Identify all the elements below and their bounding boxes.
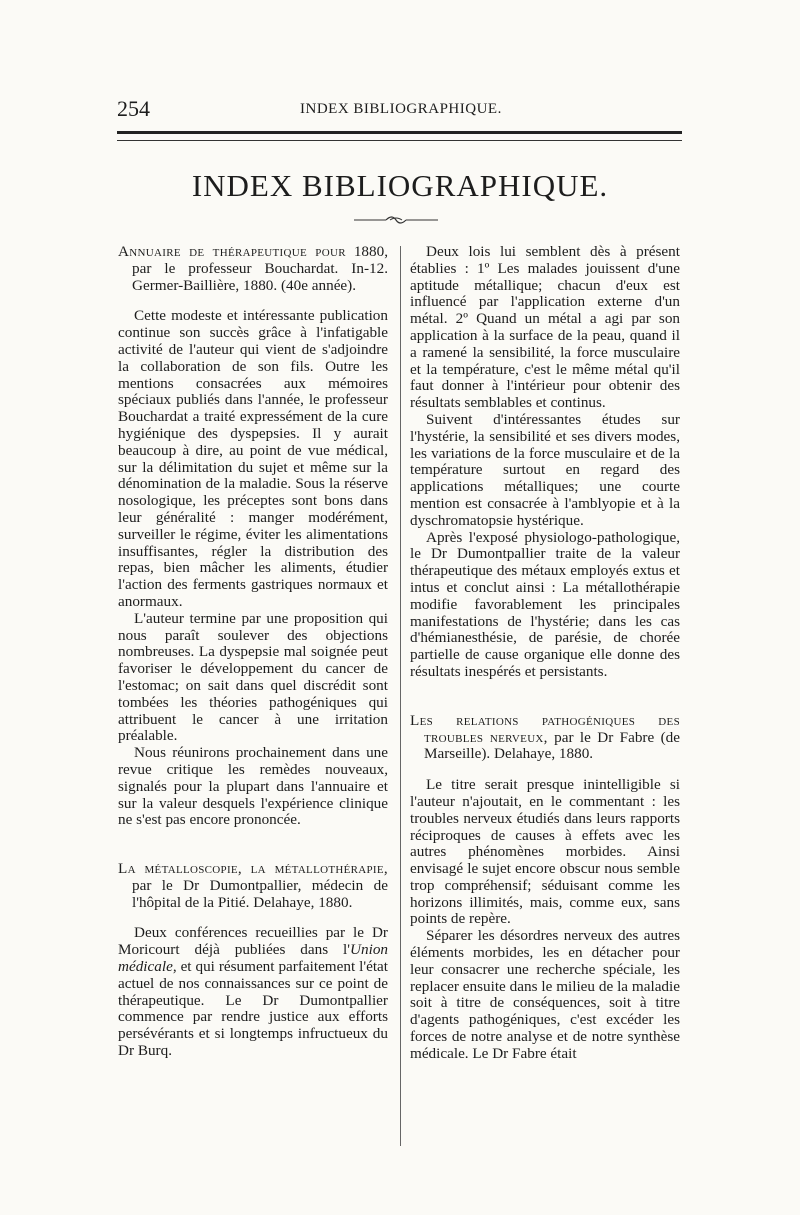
entry-heading: [410, 713, 680, 763]
entry-heading-title: Annuaire de thérapeutique pour: [118, 243, 346, 260]
review-paragraph: Deux lois lui semblent dès à présent établies : 1º Les malades jouissent d'une aptitude métallique; chacun d'eux est influencé par l'application externe d'un métal. 2º Quand un métal a agi par son application à la surface de la peau, quand il a ramené la sensibilité, la force musculaire et la température, c'est le même métal qu'il faut donner à l'intérieur pour obtenir des résultats semblables et continus.: [410, 243, 680, 412]
ornament-divider: [352, 214, 440, 226]
header-rule-thick: [117, 131, 682, 134]
page-title: INDEX BIBLIOGRAPHIQUE.: [191, 168, 609, 203]
entry-heading: [118, 861, 388, 911]
entry-heading-title: Les relations pathogéniques des troubles nerveux,: [410, 711, 680, 746]
text-run: , et qui résument parfaitement l'état actuel de nos connaissances sur ce point de thérapeutique. Le Dr Dumontpallier commence par rendre justice aux efforts persévérants et si longtemps infructueux du Dr Burq.: [118, 958, 388, 1060]
review-paragraph: Le titre serait presque inintelligible si l'auteur n'ajoutait, en le commentant : les troubles nerveux étudiés dans leurs rapports réciproques de causes à effets avec les autres phénomènes morbides. Ainsi envisagé le sujet encore obscur nous semble trop compréhensif; séduisant comme les horizons illimités, mais, comme eux, sans points de repère.: [410, 776, 680, 928]
journal-title: Union médicale: [118, 941, 388, 976]
entry-heading-details: par le Dr Dumontpallier, médecin de l'hôpital de la Pitié. Delahaye, 1880.: [132, 876, 388, 911]
entry-heading-title: La métalloscopie, la métallothérapie,: [118, 860, 388, 878]
left-column: [118, 244, 388, 1060]
review-paragraph: L'auteur termine par une proposition qui nous paraît soulever des objections nombreuses. La dyspepsie mal soignée peut favoriser le développement du cancer de l'estomac; on sait dans quel discrédit sont tombées les théories pathogéniques qui attribuent le cancer à une irritation préalable.: [118, 609, 388, 745]
review-paragraph: Nous réunirons prochainement dans une revue critique les remèdes nouveaux, signalés pour la plupart dans l'annuaire et sur la valeur desquels l'expérience clinique ne s'est pas encore prononcée.: [118, 744, 388, 829]
header-rule-thin: [117, 140, 682, 141]
page-number: 254: [117, 96, 150, 121]
entry-spacer: [410, 681, 680, 713]
right-column: [410, 244, 680, 1063]
column-divider: [400, 246, 401, 1146]
review-paragraph: Cette modeste et intéressante publication continue son succès grâce à l'infatigable activité de l'auteur qui vient de s'adjoindre la collaboration de son fils. Outre les mentions consacrées aux mémoires spéciaux publiés dans l'année, le professeur Bouchardat a traité expressément de la cure hygiénique des dyspepsies. Il y aurait beaucoup à dire, au point de vue médical, sur la délimitation du sujet et même sur la dénomination de la maladie. Sous la réserve nosologique, les préceptes sont bons dans leur généralité : manger modérément, surveiller le régime, éviter les alimentations insuffisantes, régler la distribution des repas, bien mâcher les aliments, étudier l'action des ferments gastriques normaux et anormaux.: [118, 307, 388, 610]
entry-spacer: [118, 829, 388, 861]
entry-heading-details: par le Dr Fabre (de Marseille). Delahaye, 1880.: [424, 728, 680, 763]
review-paragraph: Après l'exposé physiologo-pathologique, le Dr Dumontpallier traite de la valeur thérapeutique des métaux employés extus et intus et conclut ainsi : La métallothérapie modifie favorablement les principales manifestations de l'hystérie; dans les cas d'hémianesthésie, de parésie, de chorée partielle de cause organique elle donne des résultats inespérés et persistants.: [410, 528, 680, 680]
review-paragraph: [118, 925, 388, 1059]
text-run: Deux conférences recueillies par le Dr Moricourt déjà publiées dans l': [118, 924, 388, 959]
review-paragraph: Séparer les désordres nerveux des autres éléments morbides, les en détacher pour leur consacrer une recherche spéciale, les replacer ensuite dans le milieu de la maladie soit à titre de conséquences, soit à titre d'agents pathogéniques, c'est excéder les forces de notre analyse et de notre synthèse médicale. Le Dr Fabre était: [410, 927, 680, 1062]
review-paragraph: Suivent d'intéressantes études sur l'hystérie, la sensibilité et ses divers modes, les variations de la force musculaire et de la température surtout en regard des applications métalliques; une courte mention est consacrée à l'amblyopie et à la dyschromatopsie hystérique.: [410, 410, 680, 529]
running-head: INDEX BIBLIOGRAPHIQUE.: [300, 101, 502, 117]
entry-heading-details: 1880, par le professeur Bouchardat. In-12. Germer-Baillière, 1880. (40e année).: [132, 243, 388, 294]
entry-heading: [118, 244, 388, 294]
